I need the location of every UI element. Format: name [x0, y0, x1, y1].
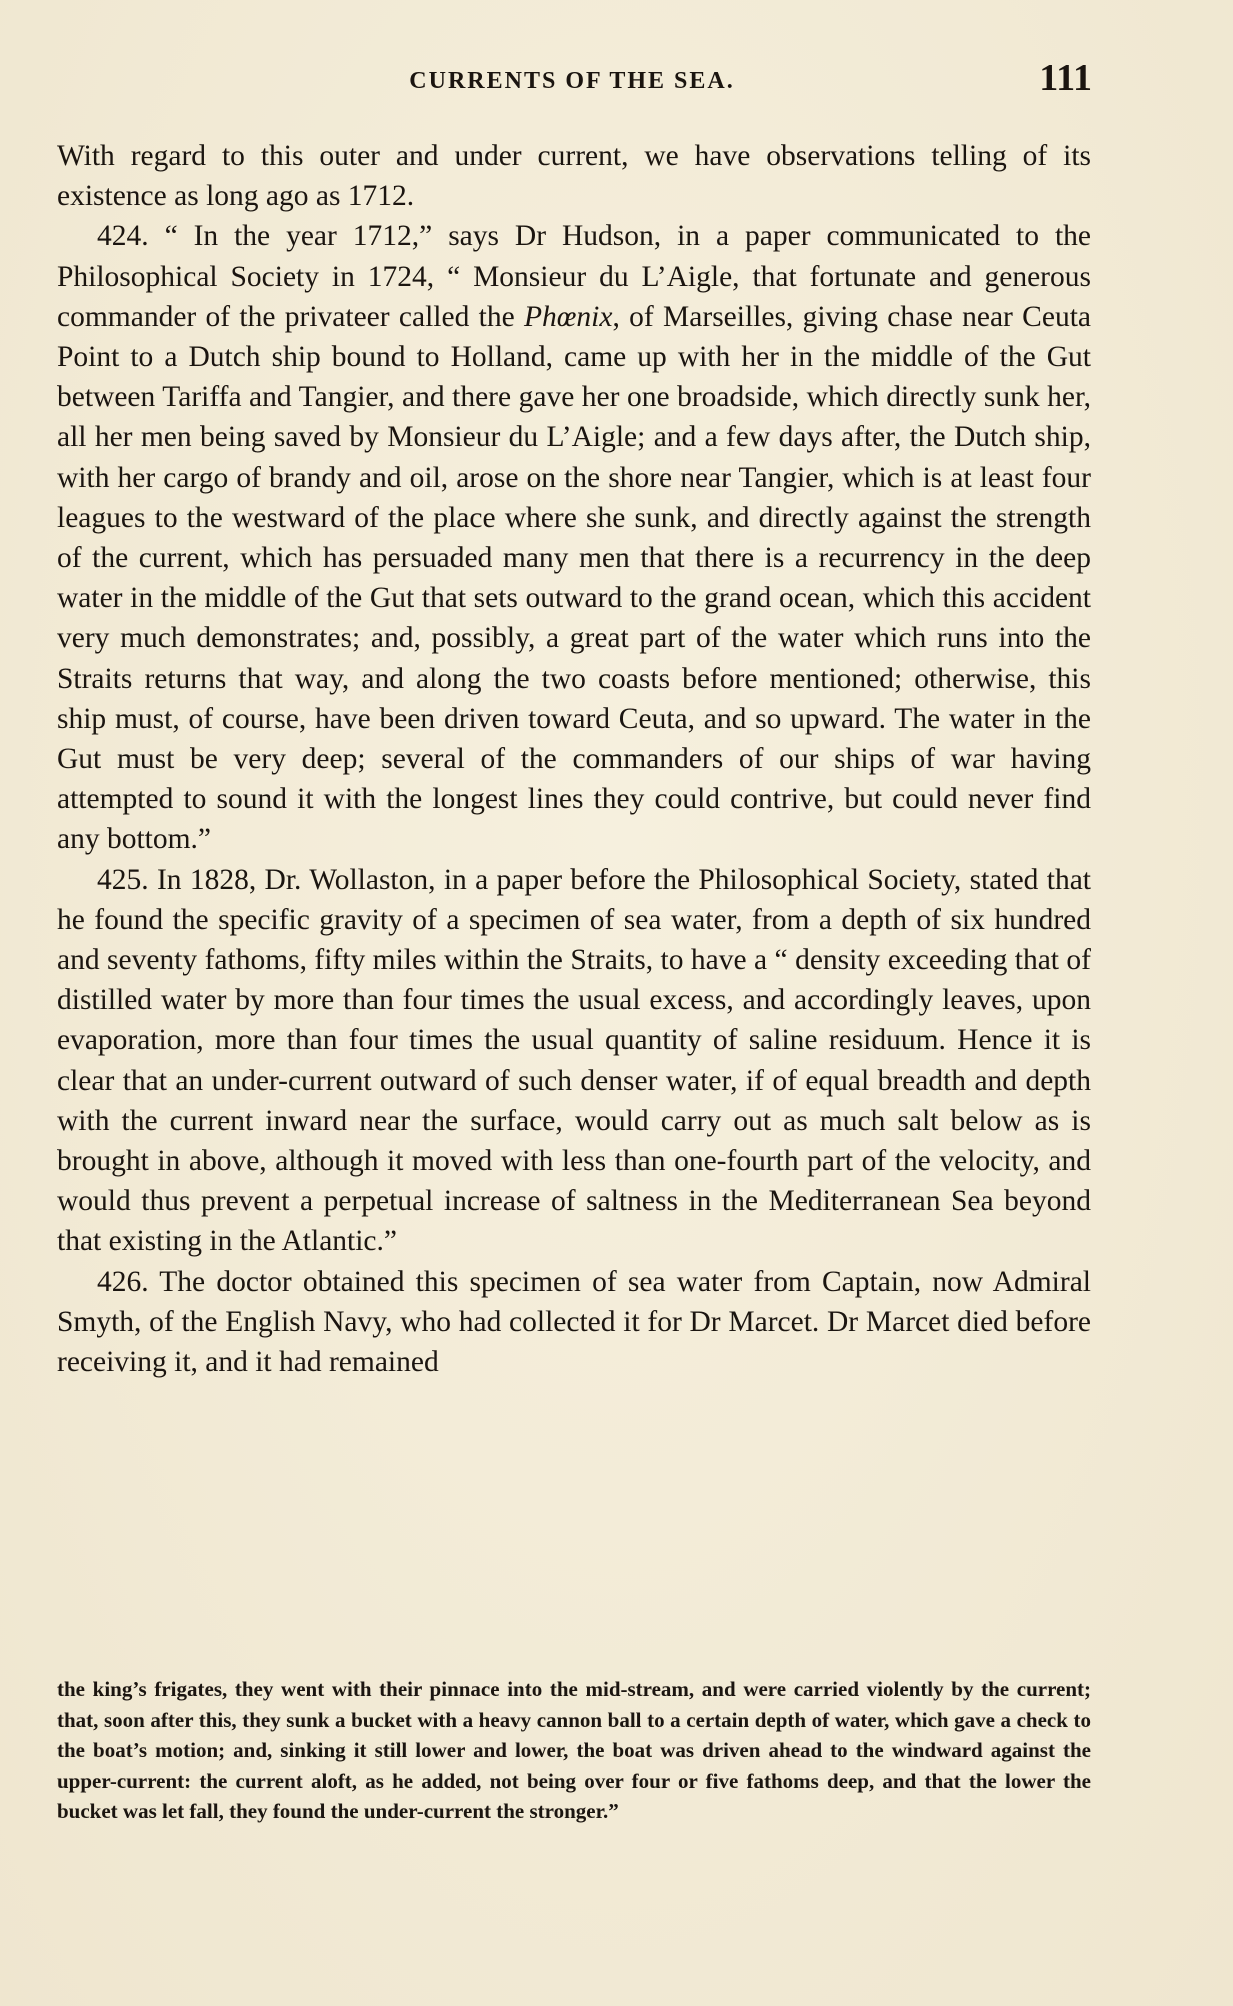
body-text	[57, 136, 1091, 1382]
paragraph-424-part-b: , of Marseilles, giving chase near Ceuta Point to a Dutch ship bound to Holland, came up with her in the middle of the Gut between Tariffa and Tangier, and there gave her one broadside, which directly sunk her, all her men being saved by Monsieur du L’Aigle; and a few days after, the Dutch ship, with her cargo of brandy and oil, arose on the shore near Tangier, which is at least four leagues to the westward of the place where she sunk, and directly against the strength of the current, which has persuaded many men that there is a recurrency in the deep water in the middle of the Gut that sets outward to the grand ocean, which this accident very much demonstrates; and, possibly, a great part of the water which runs into the Straits returns that way, and along the two coasts before mentioned; otherwise, this ship must, of course, have been driven toward Ceuta, and so upward. The water in the Gut must be very deep; several of the commanders of our ships of war having attempted to sound it with the longest lines they could contrive, but could never find any bottom.”	[57, 300, 1091, 856]
paragraph-424-part-a: 424. “ In the year 1712,” says Dr Hudson, in a paper communicated to the Philosophical Society in 1724, “ Monsieur du L’Aigle, that fortunate and generous commander of the privateer called the	[57, 220, 1091, 333]
page-header	[52, 50, 1092, 98]
running-head: CURRENTS OF THE SEA.	[409, 68, 735, 94]
paragraph-426: 426. The doctor obtained this specimen of sea water from Captain, now Admiral Smyth, of the English Navy, who had collected it for Dr Marcet. Dr Marcet died before receiving it, and it had remained	[57, 1265, 1091, 1379]
paragraph-425: 425. In 1828, Dr. Wollaston, in a paper before the Philosophical Society, stated that he found the specific gravity of a specimen of sea water, from a depth of six hundred and seventy fathoms, fifty miles within the Straits, to have a “ density exceeding that of distilled water by more than four times the usual excess, and accordingly leaves, upon evaporation, more than four times the usual quantity of saline residuum. Hence it is clear that an under-current outward of such denser water, if of equal breadth and depth with the current inward near the surface, would carry out as much salt below as is brought in above, although it moved with less than one-fourth part of the velocity, and would thus prevent a perpetual increase of saltness in the Mediterranean Sea beyond that existing in the Atlantic.”	[57, 863, 1091, 1258]
paragraph-424	[57, 216, 1091, 859]
ship-name: Phœnix	[523, 300, 613, 333]
footnote: the king’s frigates, they went with their pinnace into the mid-stream, and were carried violently by the current; that, soon after this, they sunk a bucket with a heavy cannon ball to a certain depth of water, which gave a check to the boat’s motion; and, sinking it still lower and lower, the boat was driven ahead to the windward against the upper-current: the current aloft, as he added, not being over four or five fathoms deep, and that the lower the bucket was let fall, they found the under-current the stronger.”	[57, 1677, 1091, 1823]
paragraph-intro: With regard to this outer and under current, we have observations telling of its existence as long ago as 1712.	[57, 140, 1091, 213]
page-number: 111	[1039, 57, 1092, 99]
